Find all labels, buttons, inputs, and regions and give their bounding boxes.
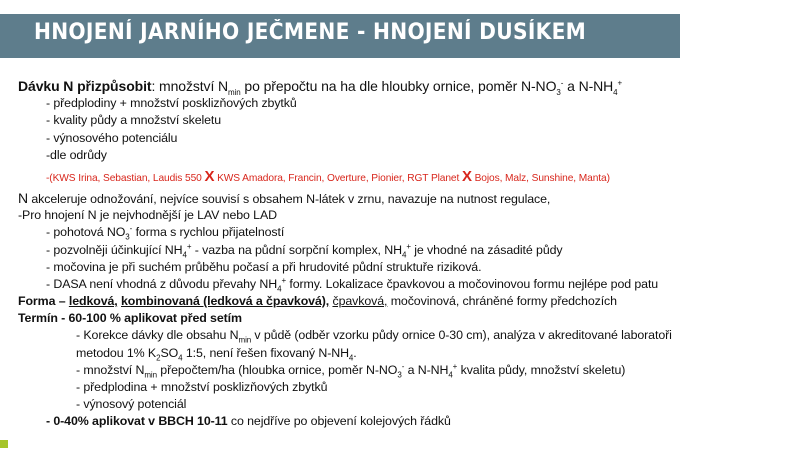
- text-segment: kvalita půdy, množství skeletu): [457, 362, 626, 377]
- subscript: min: [238, 335, 252, 345]
- line-timing: [18, 310, 798, 327]
- slide-title: HNOJENÍ JARNÍHO JEČMENE - HNOJENÍ DUSÍKEM: [34, 20, 587, 45]
- text-segment: - 60-100 % aplikovat před setím: [57, 311, 242, 326]
- n-letter: N: [18, 189, 29, 206]
- text-segment: 1:5, není řešen fixovaný N-NH: [182, 345, 349, 360]
- text-segment: forma s rychlou přijatelností: [132, 225, 285, 240]
- text-segment: - DASA není vhodná z důvodu převahy NH: [46, 276, 278, 291]
- bullet-preceding-crops: - předplodiny + množství posklizňových zbytků: [46, 96, 297, 111]
- text-segment: - pozvolněji účinkující NH: [46, 242, 183, 257]
- text-segment: co nejdříve po objevení kolejových řádků: [227, 414, 451, 429]
- text-segment: : množství N: [151, 78, 229, 94]
- timing-label: Termín: [18, 311, 58, 326]
- subscript: 4: [613, 87, 618, 97]
- line-best-fertilizer: -Pro hnojení N je nejvhodnější je LAV nebo LAD: [18, 208, 277, 223]
- title-banner: [0, 14, 680, 58]
- line-forms: [18, 293, 798, 310]
- subscript: 4: [448, 370, 453, 380]
- bullet-nitrate-form: [18, 224, 798, 241]
- subscript: 4: [277, 284, 282, 294]
- text-segment: močovinová, chráněné formy předchozích: [387, 294, 617, 309]
- text-segment: formy. Lokalizace čpavkovou a močovinovou formu nejlépe pod patu: [286, 276, 659, 291]
- bbch-label: - 0-40% aplikovat v BBCH 10-11: [46, 414, 228, 429]
- slide-body: [18, 78, 798, 431]
- subscript: min: [144, 370, 157, 380]
- text-segment: - pohotová NO: [46, 225, 126, 240]
- text-segment: - množství N: [76, 362, 145, 377]
- bullet-variety: -dle odrůdy: [46, 147, 107, 162]
- text-segment: po přepočtu na ha dle hloubky ornice, poměr N-NO: [240, 78, 557, 94]
- dose-adjust-label: Dávku N přizpůsobit: [18, 78, 152, 94]
- line-method: [18, 345, 798, 362]
- separator-x: X: [461, 167, 472, 185]
- variety-group-3: Bojos, Malz, Sunshine, Manta): [471, 172, 610, 184]
- superscript: -: [560, 78, 564, 88]
- text-segment: a N-NH: [404, 362, 449, 377]
- form-nitrate: ledková,: [68, 294, 118, 309]
- superscript: -: [401, 361, 405, 371]
- line-n-accelerates: [18, 190, 798, 207]
- subscript: 4: [178, 353, 183, 363]
- text-segment: a N-NH: [563, 78, 614, 94]
- text-segment: - Korekce dávky dle obsahu N: [76, 328, 239, 343]
- line-dose-adjust: [18, 78, 798, 95]
- superscript: +: [186, 241, 192, 251]
- superscript: +: [406, 241, 411, 251]
- subscript: min: [228, 87, 241, 97]
- separator-x: X: [204, 167, 215, 185]
- bullet-dose-correction: [18, 327, 798, 344]
- bullet-yield-potential: - výnosového potenciálu: [46, 130, 178, 145]
- bullet-urea: - močovina je při suchém průběhu počasí a při hrudovité půdní struktuře riziková.: [46, 259, 482, 274]
- subscript: 2: [156, 353, 161, 363]
- bullet-yield-potential-2: - výnosový potenciál: [76, 397, 187, 412]
- bullet-ammonium-form: [18, 242, 798, 259]
- superscript: +: [281, 275, 287, 285]
- subscript: 3: [125, 232, 130, 242]
- subscript: 4: [348, 353, 354, 363]
- subscript: 3: [556, 87, 561, 97]
- accent-square: [0, 440, 8, 448]
- form-ammonia: čpavková,: [332, 294, 388, 309]
- text-segment: akceleruje odnožování, nejvíce souvisí s obsahem N-látek v zrnu, navazuje na nutnost regulace,: [28, 191, 551, 206]
- text-segment: SO: [160, 345, 179, 360]
- subscript: 3: [397, 370, 402, 380]
- subscript: 4: [401, 249, 407, 259]
- text-segment: metodou 1% K: [76, 345, 157, 360]
- superscript: +: [452, 361, 458, 371]
- bullet-soil-quality: - kvality půdy a množství skeletu: [46, 113, 222, 128]
- text-segment: přepočtem/ha (hloubka ornice, poměr N-NO: [156, 362, 398, 377]
- bullet-preceding-crop: - předplodina + množství posklizňových zbytků: [76, 380, 328, 394]
- bullet-nmin-per-ha: [18, 362, 798, 379]
- variety-list: [18, 164, 798, 190]
- form-combined: kombinovaná (ledková a čpavková),: [121, 294, 330, 309]
- variety-group-1: -(KWS Irina, Sebastian, Laudis 550: [46, 172, 205, 184]
- subscript: 4: [182, 249, 187, 259]
- text-segment: .: [353, 345, 357, 360]
- bullet-dasa: [18, 276, 798, 293]
- superscript: -: [129, 224, 133, 234]
- forms-label: Forma –: [18, 294, 69, 309]
- variety-group-2: KWS Amadora, Francin, Overture, Pionier, RGT Planet: [214, 172, 462, 184]
- text-segment: je vhodné na zásadité půdy: [410, 242, 563, 257]
- bullet-bbch-application: [18, 413, 798, 430]
- superscript: +: [617, 78, 623, 88]
- text-segment: - vazba na půdní sorpční komplex, NH: [191, 242, 402, 257]
- text-segment: v půdě (odběr vzorku půdy ornice 0-30 cm), analýza v akreditované laboratoři: [251, 328, 672, 343]
